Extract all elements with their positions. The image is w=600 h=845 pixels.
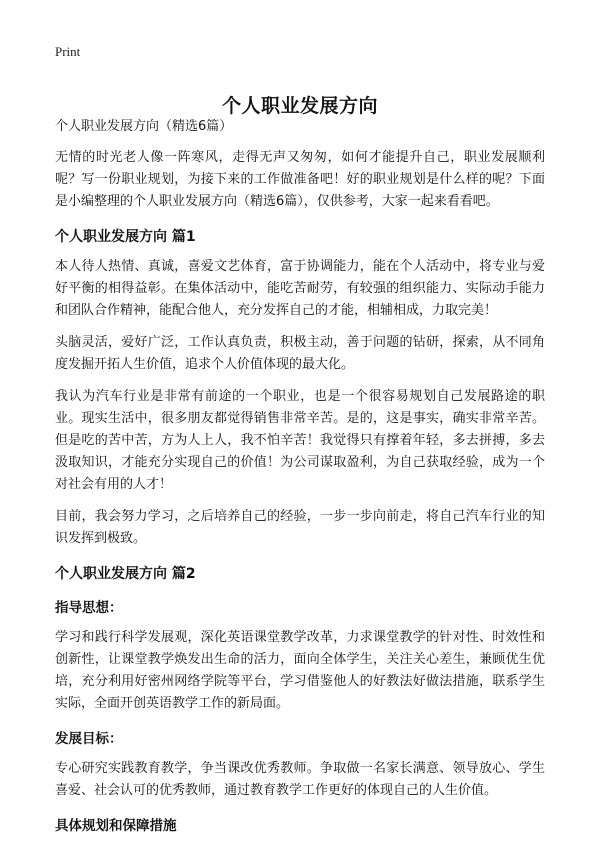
plan-measures-heading: 具体规划和保障措施 xyxy=(55,818,177,834)
document-title: 个人职业发展方向 xyxy=(221,94,378,117)
development-goal-heading: 发展目标： xyxy=(55,731,123,747)
intro-paragraph: 无情的时光老人像一阵寒风，走得无声又匆匆，如何才能提升自己，职业发展顺利呢？写一份职业规划，为接下来的工作做准备吧！好的职业规划是什么样的呢？下面是小编整理的个人职业发展方向（精选6篇），仅供参考，大家一起来看看吧。 xyxy=(55,150,545,209)
print-link[interactable]: Print xyxy=(55,44,81,59)
guiding-thought-heading: 指导思想： xyxy=(55,600,123,616)
section1-paragraph: 我认为汽车行业是非常有前途的一个职业，也是一个很容易规划自己发展路途的职业。现实生活中，很多朋友都觉得销售非常辛苦。是的，这是事实，确实非常辛苦。但是吃的苦中苦，方为人上人，我不怕辛苦！我觉得只有撑着年轻，多去拼搏，多去汲取知识，才能充分实现自己的价值！为公司谋取盈利，为自己获取经验，成为一个对社会有用的人才！ xyxy=(55,389,545,492)
section1-paragraph: 本人待人热情、真诚，喜爱文艺体育，富于协调能力，能在个人活动中，将专业与爱好平衡的相得益彰。在集体活动中，能吃苦耐劳，有较强的组织能力、实际动手能力和团队合作精神，能配合他人，充分发挥自己的才能，相辅相成，力取完美！ xyxy=(55,259,545,318)
guiding-thought-paragraph: 学习和践行科学发展观，深化英语课堂教学改革，力求课堂教学的针对性、时效性和创新性，让课堂教学焕发出生命的活力，面向全体学生，关注关心差生，兼顾优生优培，充分利用好密州网络学院等平台，学习借鉴他人的好教法好做法措施，联系学生实际，全面开创英语教学工作的新局面。 xyxy=(55,630,545,711)
document-content xyxy=(55,118,545,845)
document-subtitle: 个人职业发展方向（精选6篇） xyxy=(55,119,233,134)
section-heading-1: 个人职业发展方向 篇1 xyxy=(55,229,196,245)
section1-paragraph: 目前，我会努力学习，之后培养自己的经验，一步一步向前走，将自己汽车行业的知识发挥到极致。 xyxy=(55,509,545,546)
section1-paragraph: 头脑灵活，爱好广泛，工作认真负责，积极主动，善于问题的钻研，探索，从不同角度发掘开拓人生价值，追求个人价值体现的最大化。 xyxy=(55,335,545,372)
section-heading-2: 个人职业发展方向 篇2 xyxy=(55,566,196,582)
development-goal-paragraph: 专心研究实践教育教学，争当课改优秀教师。争取做一名家长满意、领导放心、学生喜爱、社会认可的优秀教师，通过教育教学工作更好的体现自己的人生价值。 xyxy=(55,761,545,798)
